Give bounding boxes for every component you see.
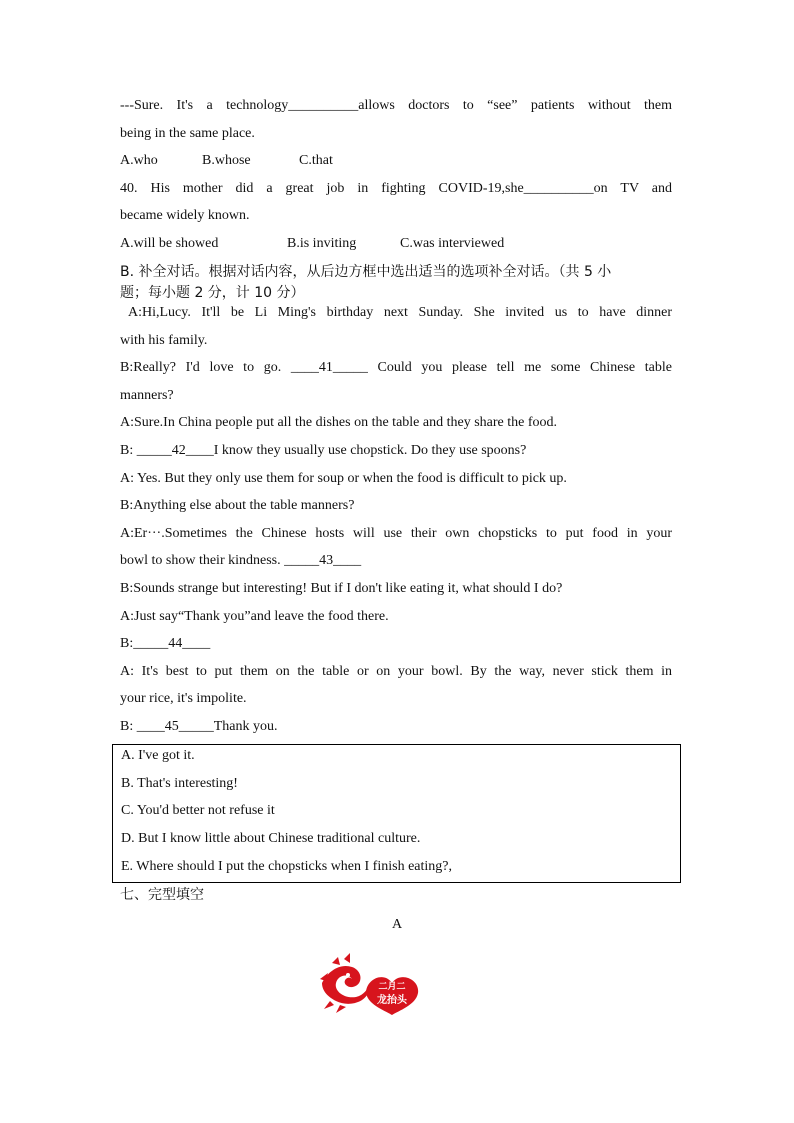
box-option-d: D. But I know little about Chinese traditional culture. <box>121 831 421 846</box>
line-39-continuation: ---Sure. It's a technology__________allows doctors to “see” patients without them <box>120 98 672 113</box>
svg-text:龙抬头: 龙抬头 <box>377 995 407 1006</box>
box-option-a: A. I've got it. <box>121 748 195 763</box>
box-option-e: E. Where should I put the chopsticks when I finish eating?, <box>121 859 452 874</box>
box-option-c: C. You'd better not refuse it <box>121 803 275 818</box>
dialogue-line-3: B:Really? I'd love to go. ____41_____ Could you please tell me some Chinese table <box>120 360 672 375</box>
option-40-b: B.is inviting <box>287 236 357 251</box>
dragon-logo-icon <box>318 953 424 1015</box>
dialogue-line-4: manners? <box>120 388 174 403</box>
line-39-end: being in the same place. <box>120 126 255 141</box>
passage-label: A <box>391 917 403 932</box>
dialogue-line-12: A:Just say“Thank you”and leave the food there. <box>120 609 389 624</box>
option-39-a: A.who <box>120 153 158 168</box>
option-40-a: A.will be showed <box>120 236 219 251</box>
dialogue-line-16: B: ____45_____Thank you. <box>120 719 278 734</box>
dialogue-line-6: B: _____42____I know they usually use chopstick. Do they use spoons? <box>120 443 527 458</box>
option-40-c: C.was interviewed <box>400 236 505 251</box>
dialogue-line-2: with his family. <box>120 333 208 348</box>
option-39-b: B.whose <box>202 153 251 168</box>
dialogue-line-5: A:Sure.In China people put all the dishes on the table and they share the food. <box>120 415 558 430</box>
dialogue-line-9: A:Er···.Sometimes the Chinese hosts will use their own chopsticks to put food in your <box>120 526 672 541</box>
question-40-stem-end: became widely known. <box>120 208 250 223</box>
dialogue-line-10: bowl to show their kindness. _____43____ <box>120 553 362 568</box>
section-b-heading-cont: 题；每小题 2 分，计 10 分） <box>120 285 305 301</box>
dialogue-line-7: A: Yes. But they only use them for soup or when the food is difficult to pick up. <box>120 471 567 486</box>
section-7-title: 七、完型填空 <box>120 887 204 903</box>
svg-text:二月二: 二月二 <box>378 982 406 992</box>
options-box <box>112 744 681 883</box>
box-option-b: B. That's interesting! <box>121 776 238 791</box>
dialogue-line-13: B:_____44____ <box>120 636 211 651</box>
question-40-stem: 40. His mother did a great job in fighting COVID-19,she__________on TV and <box>120 181 672 196</box>
section-b-heading: B. 补全对话。根据对话内容，从后边方框中选出适当的选项补全对话。（共 5 小 <box>120 264 612 280</box>
option-39-c: C.that <box>299 153 333 168</box>
dialogue-line-14: A: It's best to put them on the table or on your bowl. By the way, never stick them in <box>120 664 672 679</box>
dialogue-line-15: your rice, it's impolite. <box>120 691 247 706</box>
dialogue-line-1: A:Hi,Lucy. It'll be Li Ming's birthday next Sunday. She invited us to have dinner <box>128 305 672 320</box>
dialogue-line-11: B:Sounds strange but interesting! But if I don't like eating it, what should I do? <box>120 581 563 596</box>
dialogue-line-8: B:Anything else about the table manners? <box>120 498 355 513</box>
